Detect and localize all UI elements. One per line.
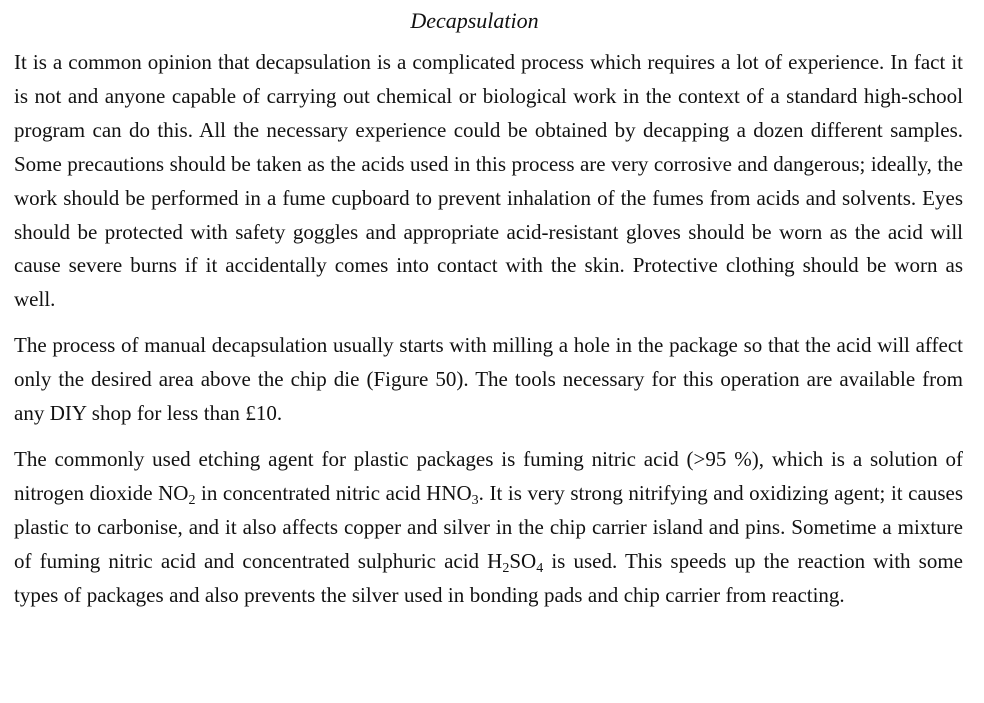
paragraph-etching-agent: [14, 443, 963, 613]
section-heading: Decapsulation: [410, 8, 539, 33]
paragraph-milling: The process of manual decapsulation usually starts with milling a hole in the package so that the acid will affect only the desired area above the chip die (Figure 50). The tools necessary for this operation are available from any DIY shop for less than £10.: [14, 333, 963, 426]
subscript: 3: [471, 492, 479, 508]
text-segment: . It is very strong nitrifying and oxidizing agent; it causes plastic to carbonise, and it also affects copper and silver in the chip carrier island and pins. Sometime a mixture of fuming nitric acid and concentrated sulphuric acid H: [14, 480, 963, 573]
text-segment: The commonly used etching agent for plastic packages is fuming nitric acid (>95 %), which is a solution of nitrogen dioxide NO: [14, 446, 963, 505]
paragraph-precautions: It is a common opinion that decapsulation is a complicated process which requires a lot of experience. In fact it is not and anyone capable of carrying out chemical or biological work in the context of a standard high-school program can do this. All the necessary experience could be obtained by decapping a dozen different samples. Some precautions should be taken as the acids used in this process are very corrosive and dangerous; ideally, the work should be performed in a fume cupboard to prevent inhalation of the fumes from acids and solvents. Eyes should be protected with safety goggles and appropriate acid-resistant gloves should be worn as the acid will cause severe burns if it accidentally comes into contact with the skin. Protective clothing should be worn as well.: [14, 50, 963, 312]
document-page: [14, 0, 963, 625]
subscript: 4: [536, 560, 544, 576]
text-segment: SO: [509, 548, 537, 573]
subscript: 2: [188, 492, 196, 508]
text-segment: in concentrated nitric acid HNO: [195, 480, 472, 505]
text-segment: is used. This speeds up the reaction with some types of packages and also prevents the silver used in bonding pads and chip carrier from reacting.: [14, 548, 963, 607]
subscript: 2: [502, 560, 510, 576]
